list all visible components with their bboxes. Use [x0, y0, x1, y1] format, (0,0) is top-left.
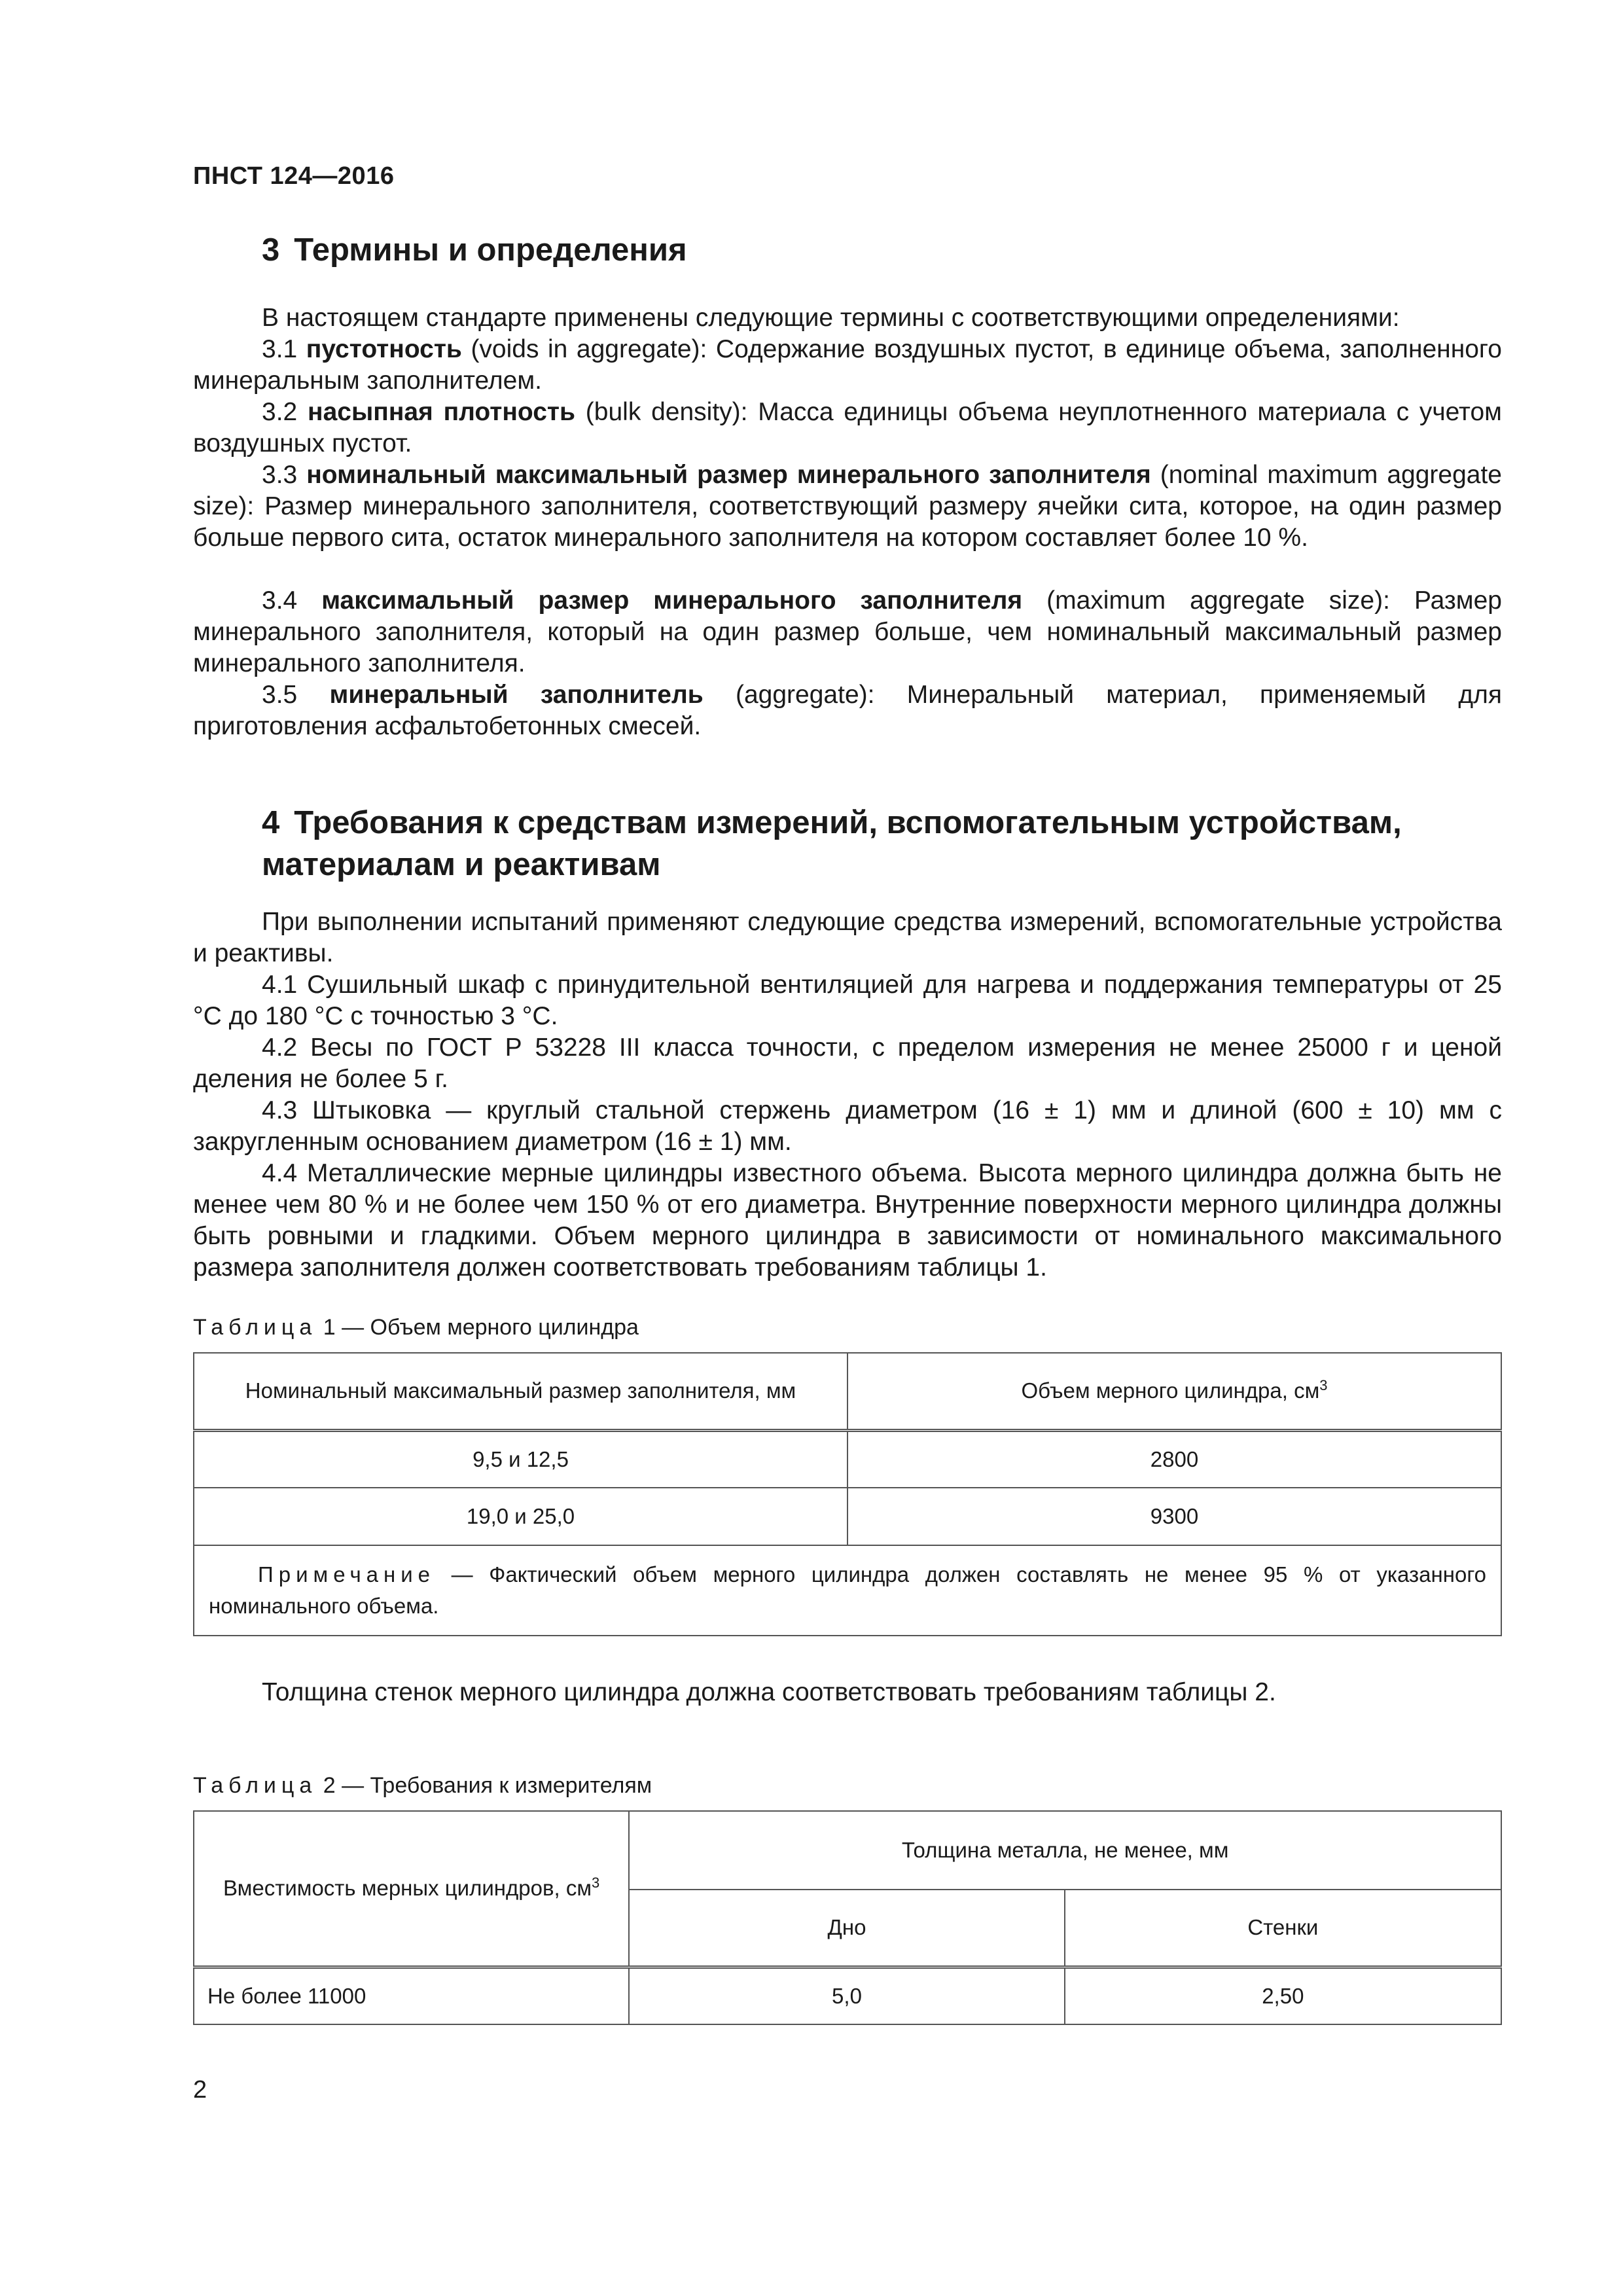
term-3-5 — [193, 679, 1502, 742]
table-cell: 9,5 и 12,5 — [194, 1430, 847, 1488]
item-4-3: 4.3 Штыковка — круглый стальной стержень диаметром (16 ± 1) мм и длиной (600 ± 10) мм с закругленным основанием диаметром (16 ± 1) мм. — [193, 1096, 1502, 1156]
term-number: 3.3 — [262, 461, 298, 489]
header-cell-walls: Стенки — [1065, 1890, 1501, 1967]
table-header-row — [194, 1811, 1501, 1890]
section-3-heading — [262, 229, 687, 271]
table-note-row — [194, 1545, 1501, 1636]
header-cell-bottom: Дно — [629, 1890, 1064, 1967]
term-number: 3.1 — [262, 335, 298, 363]
section-4-heading — [262, 802, 1402, 886]
table-cell: 5,0 — [629, 1967, 1064, 2024]
table-cell: 2,50 — [1065, 1967, 1501, 2024]
term-number: 3.4 — [262, 586, 298, 615]
term-number: 3.5 — [262, 681, 298, 709]
header-text: Номинальный максимальный размер заполнителя, мм — [245, 1378, 796, 1403]
caption-label: Таблица — [193, 1315, 317, 1340]
term-definition: (aggregate): Минеральный материал, применяемый для приготовления асфальтобетонных смесей. — [193, 681, 1503, 740]
term-3-1 — [193, 334, 1502, 397]
table-note — [194, 1545, 1501, 1636]
term-name: максимальный размер минерального заполнителя — [321, 586, 1023, 615]
table-header-row — [194, 1353, 1501, 1430]
term-3-2 — [193, 397, 1502, 459]
term-name: минеральный заполнитель — [329, 681, 704, 709]
item-4-4: 4.4 Металлические мерные цилиндры известного объема. Высота мерного цилиндра должна быть не менее чем 80 % и не более чем 150 % от его диаметра. Внутренние поверхности мерного цилиндра должны быть ровными и гладкими. Объем мерного цилиндра в зависимости от номинального максимального размера заполнителя должен соответствовать требованиям таблицы 1. — [193, 1159, 1502, 1282]
section-number: 4 — [262, 805, 280, 840]
caption-title: 2 — Требования к измерителям — [317, 1773, 652, 1798]
section-title-line-1: Требования к средствам измерений, вспомогательным устройствам, — [294, 805, 1402, 840]
between-tables-text: Толщина стенок мерного цилиндра должна соответствовать требованиям таблицы 2. — [262, 1678, 1276, 1706]
term-number: 3.2 — [262, 398, 298, 426]
section-number: 3 — [262, 232, 280, 268]
page-number: 2 — [193, 2076, 207, 2104]
section-3-intro: В настоящем стандарте применены следующие термины с соответствующими определениями: — [262, 304, 1400, 332]
document-code: ПНСТ 124—2016 — [193, 162, 395, 190]
term-name: насыпная плотность — [308, 398, 575, 426]
table-cell: 19,0 и 25,0 — [194, 1488, 847, 1545]
header-cell-capacity — [194, 1811, 629, 1967]
header-text: Вместимость мерных цилиндров, см — [223, 1876, 592, 1901]
caption-title: 1 — Объем мерного цилиндра — [317, 1315, 639, 1340]
term-definition: (voids in aggregate): Содержание воздушных пустот, в единице объема, заполненного минеральным заполнителем. — [193, 335, 1502, 395]
header-cell-volume — [847, 1353, 1501, 1430]
table-row — [194, 1967, 1501, 2024]
section-title: Термины и определения — [294, 232, 687, 268]
superscript: 3 — [592, 1874, 600, 1892]
section-title-line-2: материалам и реактивам — [262, 847, 661, 882]
term-definition: (maximum aggregate size): Размер минерального заполнителя, который на один размер больше, чем номинальный максимальный размер минерального заполнителя. — [193, 586, 1502, 677]
superscript: 3 — [1319, 1377, 1328, 1394]
header-cell-thickness: Толщина металла, не менее, мм — [629, 1811, 1501, 1890]
table-1-caption — [193, 1313, 639, 1342]
note-label: Примечание — [258, 1562, 436, 1587]
item-4-1: 4.1 Сушильный шкаф с принудительной вентиляцией для нагрева и поддержания температуры от 25 °С до 180 °С с точностью 3 °С. — [193, 971, 1502, 1030]
term-3-3 — [193, 459, 1502, 554]
table-cell: 9300 — [847, 1488, 1501, 1545]
item-4-2: 4.2 Весы по ГОСТ Р 53228 III класса точности, с пределом измерения не менее 25000 г и ценой деления не более 5 г. — [193, 1033, 1502, 1093]
header-text: Объем мерного цилиндра, см — [1021, 1378, 1320, 1403]
section-4-intro: При выполнении испытаний применяют следующие средства измерений, вспомогательные устройства и реактивы. — [193, 908, 1502, 967]
term-name: номинальный максимальный размер минерального заполнителя — [306, 461, 1151, 489]
caption-label: Таблица — [193, 1773, 317, 1798]
table-2-caption — [193, 1771, 652, 1800]
table-cell: Не более 11000 — [194, 1967, 629, 2024]
table-row — [194, 1488, 1501, 1545]
term-name: пустотность — [306, 335, 462, 363]
note-text: — Фактический объем мерного цилиндра должен составлять не менее 95 % от указанного номинального объема. — [209, 1562, 1486, 1618]
table-row — [194, 1430, 1501, 1488]
header-cell-size — [194, 1353, 847, 1430]
table-1 — [193, 1352, 1502, 1636]
table-cell: 2800 — [847, 1430, 1501, 1488]
term-definition: (bulk density): Масса единицы объема неуплотненного материала с учетом воздушных пустот. — [193, 398, 1502, 457]
table-2 — [193, 1810, 1502, 2025]
term-3-4 — [193, 585, 1502, 679]
term-definition: (nominal maximum aggregate size): Размер минерального заполнителя, соответствующий размеру ячейки сита, которое, на один размер больше первого сита, остаток минерального заполнителя на котором составляет более 10 %. — [193, 461, 1502, 552]
